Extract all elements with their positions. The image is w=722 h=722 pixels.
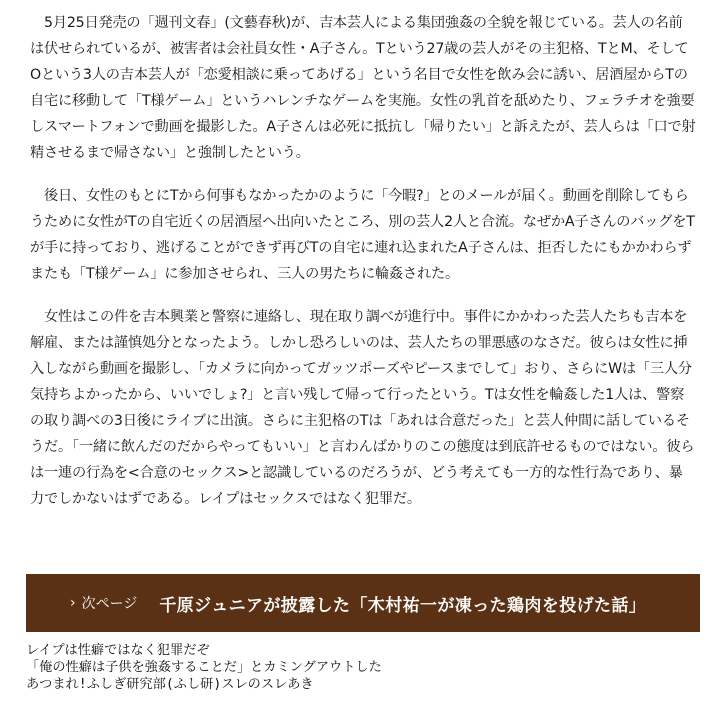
footer-line: あつまれ!ふしぎ研究部(ふし研)スレのスレあき bbox=[26, 677, 314, 692]
article-paragraph: 女性はこの件を吉本興業と警察に連絡し、現在取り調べが進行中。事件にかかわった芸人たちも吉本を解雇、または謹慎処分となったよう。しかし恐ろしいのは、芸人たちの罪悪感のなさだ。彼らは女性に挿入しながら動画を撮影し、「カメラに向かってガッツポーズやピースまでして」おり、さらにWは「三人分気持ちよかったから、いいでしょ?」と言い残して帰って行ったという。Tは女性を輪姦した1人は、警察の取り調べの3日後にライブに出演。さらに主犯格のTは「あれは合意だった」と芸人仲間に話しているそうだ。「一緒に飲んだのだからやってもいい」と言わんばかりのこの態度は到底許せるものではない。彼らは一連の行為を<合意のセックス>と認識しているのだろうが、どう考えても一方的な性行為であり、暴力でしかないはずである。レイプはセックスではなく犯罪だ。 bbox=[30, 309, 695, 507]
next-page-label: 次ページ bbox=[81, 596, 138, 612]
chevron-right-icon: › bbox=[70, 595, 76, 611]
footer-caption bbox=[26, 642, 706, 693]
next-page-title: 千原ジュニアが披露した「木村祐一が凍った鶏肉を投げた話」 bbox=[159, 595, 647, 616]
footer-line: レイプは性癖ではなく犯罪だぞ bbox=[26, 643, 210, 658]
article-body bbox=[30, 10, 696, 529]
article-paragraph: 5月25日発売の「週刊文春」(文藝春秋)が、吉本芸人による集団強姦の全貌を報じている。芸人の名前は伏せられているが、被害者は会社員女性・A子さん。Tという27歳の芸人がその主犯格、TとM、そしてOという3人の吉本芸人が「恋愛相談に乗ってあげる」という名目で女性を飲み会に誘い、居酒屋からTの自宅に移動して「T様ゲーム」というハレンチなゲームを実施。女性の乳首を舐めたり、フェラチオを強要しスマートフォンで動画を撮影した。A子さんは必死に抵抗し「帰りたい」と訴えたが、芸人らは「口で射精させるまで帰さない」と強制したという。 bbox=[30, 15, 696, 161]
next-page-link[interactable] bbox=[26, 574, 700, 632]
footer-line: 「俺の性癖は子供を強姦することだ」とカミングアウトした bbox=[26, 660, 382, 675]
article-paragraph: 後日、女性のもとにTから何事もなかったかのように「今暇?」とのメールが届く。動画を削除してもらうために女性がTの自宅近くの居酒屋へ出向いたところ、別の芸人2人と合流。なぜかA子さんのバッグをTが手に持っており、逃げることができず再びTの自宅に連れ込まれたA子さんは、拒否したにもかかわらずまたも「T様ゲーム」に参加させられ、三人の男たちに輪姦された。 bbox=[30, 188, 695, 282]
